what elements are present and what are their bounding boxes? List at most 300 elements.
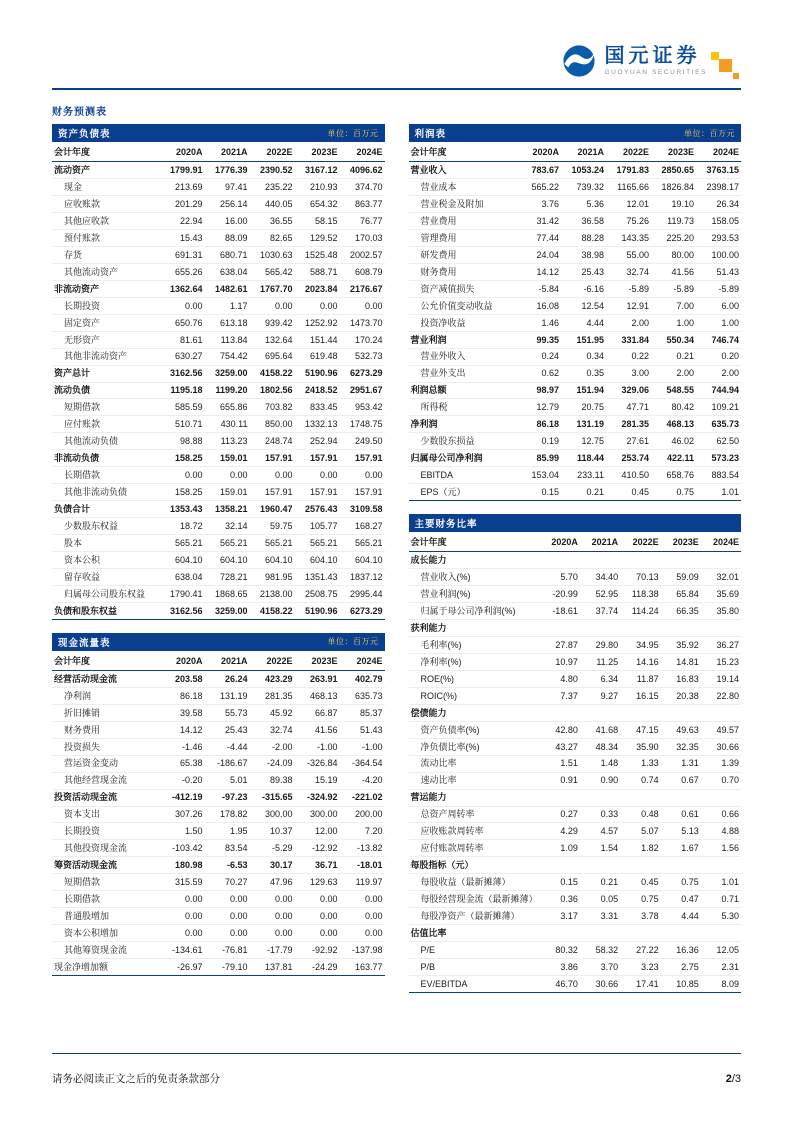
table-row — [52, 891, 385, 908]
cell-value: 550.34 — [666, 334, 694, 345]
cell-value: 1473.70 — [349, 317, 383, 328]
cell-value: 0.75 — [641, 893, 659, 904]
cell-value: 754.42 — [219, 351, 248, 362]
cell-value: 2995.44 — [349, 588, 383, 599]
cell-value: 59.75 — [269, 520, 293, 531]
cell-value: 49.57 — [716, 724, 739, 735]
cell-value: 833.45 — [309, 402, 338, 413]
table-title: 主要财务比率 — [414, 519, 478, 531]
cell-value: 2.00 — [631, 317, 649, 328]
row-label: 应付账款 — [64, 419, 101, 430]
cell-value — [620, 704, 660, 721]
cell-value: 151.94 — [576, 385, 604, 396]
cell-value: -24.09 — [266, 758, 293, 769]
financial-ratios-grid — [409, 532, 742, 993]
table-row — [409, 196, 742, 213]
table-row — [409, 891, 742, 908]
cell-value: 200.00 — [354, 809, 383, 820]
cell-value: 3259.00 — [214, 368, 248, 379]
cell-value: 1332.13 — [304, 419, 338, 430]
cell-value: 1.31 — [681, 758, 699, 769]
cell-value: 2.75 — [681, 961, 699, 972]
cell-value: 981.95 — [264, 571, 293, 582]
section-title: 财务预测表 — [52, 107, 107, 118]
cell-value: 3.17 — [560, 910, 578, 921]
row-label: ROIC(%) — [420, 690, 457, 701]
cell-value — [580, 925, 620, 942]
cell-value: 0.00 — [229, 910, 248, 921]
table-row — [52, 908, 385, 925]
cell-value: 1.33 — [641, 758, 659, 769]
cell-value: 66.35 — [676, 606, 699, 617]
row-label: 每股指标（元） — [410, 860, 474, 871]
cell-value: 24.04 — [536, 249, 559, 260]
cell-value: 1776.39 — [214, 165, 248, 176]
cell-value: 0.47 — [681, 893, 699, 904]
cell-value: 635.73 — [354, 690, 383, 701]
table-row — [52, 247, 385, 264]
cell-value: 1252.92 — [304, 317, 338, 328]
cell-value: 99.35 — [536, 334, 559, 345]
cell-value: 20.75 — [581, 402, 604, 413]
cell-value: 635.73 — [711, 419, 739, 430]
row-label: 存货 — [64, 249, 83, 260]
cell-value: 300.00 — [264, 809, 293, 820]
cell-value: 105.77 — [309, 520, 338, 531]
cell-value: 654.32 — [309, 199, 338, 210]
column-header: 2023E — [295, 142, 340, 162]
cell-value: 62.50 — [716, 436, 739, 447]
cell-value: 18.72 — [179, 520, 203, 531]
cell-value: 604.10 — [219, 554, 248, 565]
cell-value: 4.29 — [560, 826, 578, 837]
cell-value: 0.00 — [364, 893, 383, 904]
cell-value: 1868.65 — [214, 588, 248, 599]
cell-value: -12.92 — [311, 843, 338, 854]
row-label: 所得税 — [420, 402, 448, 413]
table-row — [409, 823, 742, 840]
cell-value — [580, 857, 620, 874]
cell-value — [540, 704, 580, 721]
row-label: EPS（元） — [420, 486, 466, 497]
table-unit-label: 单位：百万元 — [327, 637, 379, 647]
cell-value: 6273.29 — [349, 605, 383, 616]
cell-value: 5.36 — [586, 199, 604, 210]
cell-value: 157.91 — [354, 453, 383, 464]
cell-value: 2176.67 — [349, 283, 383, 294]
cell-value: 3.86 — [560, 961, 578, 972]
cell-value: 129.63 — [309, 877, 338, 888]
cell-value: 0.05 — [600, 893, 619, 904]
cell-value: 422.11 — [666, 453, 694, 464]
cell-value: 6.00 — [721, 300, 739, 311]
cell-value: 157.91 — [309, 453, 338, 464]
cell-value: 331.84 — [621, 334, 649, 345]
financial-table — [52, 651, 385, 976]
row-label: 总资产周转率 — [420, 809, 475, 820]
table-row — [52, 196, 385, 213]
cell-value: 0.00 — [184, 470, 203, 481]
table-header-row — [52, 651, 385, 671]
cell-value: 16.36 — [676, 944, 699, 955]
cell-value: 47.15 — [636, 724, 659, 735]
cell-value: 1837.12 — [349, 571, 383, 582]
cell-value — [661, 789, 701, 806]
cell-value: -134.61 — [171, 944, 203, 955]
table-row — [52, 416, 385, 433]
cell-value: 1790.41 — [169, 588, 203, 599]
cell-value: 402.79 — [354, 673, 383, 684]
brand-subtitle: GUOYUAN SECURITIES — [604, 69, 707, 76]
right-column — [409, 124, 742, 1006]
cell-value: 86.18 — [179, 690, 203, 701]
cell-value: 27.87 — [555, 639, 578, 650]
cell-value: 6.34 — [600, 673, 619, 684]
cell-value: 0.00 — [319, 893, 338, 904]
cell-value — [580, 789, 620, 806]
cell-value: 77.44 — [536, 232, 559, 243]
row-label: 成长能力 — [410, 555, 447, 566]
row-label: 每股经营现金流（最新摊薄） — [420, 893, 538, 904]
cell-value: 1.39 — [721, 758, 739, 769]
cell-value: 0.48 — [641, 809, 659, 820]
cell-value: 131.19 — [576, 419, 604, 430]
cell-value: 70.13 — [636, 572, 659, 583]
cell-value: 5190.96 — [304, 605, 338, 616]
cell-value: 0.62 — [541, 368, 559, 379]
brand-logo — [562, 44, 741, 78]
cell-value: 47.96 — [269, 877, 293, 888]
cell-value: 213.69 — [174, 182, 203, 193]
cell-value — [701, 704, 741, 721]
table-row — [409, 603, 742, 620]
cell-value: 27.22 — [636, 944, 659, 955]
decor-square-large — [719, 59, 732, 72]
footer-row — [52, 1071, 741, 1086]
row-label: 无形资产 — [64, 334, 101, 345]
cell-value: -221.02 — [351, 792, 383, 803]
cell-value: 0.19 — [541, 436, 559, 447]
cell-value: 143.35 — [621, 232, 649, 243]
cell-value: 2.31 — [721, 961, 739, 972]
cell-value — [620, 789, 660, 806]
row-label: 营业收入(%) — [420, 572, 471, 583]
row-label: 净利润 — [64, 690, 92, 701]
cell-value: 3162.56 — [169, 368, 203, 379]
table-row — [409, 671, 742, 688]
cell-value: 157.91 — [354, 486, 383, 497]
table-row — [409, 975, 742, 992]
row-label: 现金 — [64, 182, 83, 193]
cell-value: 658.76 — [666, 470, 694, 481]
column-header: 2023E — [295, 651, 340, 671]
cell-value: -2.00 — [271, 741, 293, 752]
cell-value: 5.13 — [681, 826, 699, 837]
cell-value: 1960.47 — [259, 503, 293, 514]
table-row — [409, 908, 742, 925]
cell-value: 0.00 — [274, 893, 293, 904]
cell-value: 1482.61 — [214, 283, 248, 294]
row-label: 其他应收款 — [64, 215, 110, 226]
table-unit-label: 单位：百万元 — [327, 128, 379, 138]
cell-value: 151.95 — [576, 334, 604, 345]
cell-value: 46.02 — [671, 436, 694, 447]
cell-value: 1362.64 — [169, 283, 203, 294]
cell-value: 2576.43 — [304, 503, 338, 514]
cell-value: 38.98 — [581, 249, 604, 260]
cell-value — [701, 789, 741, 806]
row-label: 应收账款 — [64, 199, 101, 210]
cell-value: 630.27 — [174, 351, 203, 362]
cell-value: 2951.67 — [349, 385, 383, 396]
table-row — [409, 280, 742, 297]
cell-value: 293.53 — [711, 232, 739, 243]
cell-value: 113.84 — [220, 334, 248, 345]
cell-value — [620, 552, 660, 569]
cell-value: -24.29 — [311, 961, 338, 972]
cell-value: 16.83 — [676, 673, 699, 684]
cell-value: 12.00 — [314, 826, 338, 837]
table-row — [409, 840, 742, 857]
cell-value: 36.58 — [581, 215, 604, 226]
cell-value: -17.79 — [266, 944, 293, 955]
table-row — [409, 484, 742, 501]
cell-value: 1748.75 — [349, 419, 383, 430]
row-label: 负债合计 — [54, 503, 91, 514]
cell-value: -18.01 — [356, 860, 383, 871]
table-row — [52, 450, 385, 467]
cell-value: 3.78 — [641, 910, 659, 921]
cell-value: 468.13 — [309, 690, 338, 701]
cell-value: 1.50 — [184, 826, 203, 837]
cell-value: -26.97 — [176, 961, 203, 972]
financial-table — [409, 142, 742, 501]
cell-value: 35.92 — [676, 639, 699, 650]
cell-value: 3.00 — [631, 368, 649, 379]
cell-value: 0.45 — [641, 877, 659, 888]
cell-value: 129.52 — [309, 232, 338, 243]
decor-square-small — [733, 73, 739, 79]
cell-value: 5.01 — [229, 775, 248, 786]
tables-layout — [0, 124, 793, 1006]
cell-value: 58.15 — [314, 215, 338, 226]
cell-value: 0.00 — [364, 470, 383, 481]
row-label: 固定资产 — [64, 317, 101, 328]
cell-value: 75.26 — [626, 215, 649, 226]
cell-value: 82.65 — [269, 232, 293, 243]
cell-value — [661, 552, 701, 569]
cell-value — [661, 704, 701, 721]
cell-value: 3109.58 — [349, 503, 383, 514]
row-label: 财务费用 — [420, 266, 457, 277]
cell-value: 0.91 — [560, 775, 578, 786]
cell-value — [701, 620, 741, 637]
cell-value: 12.75 — [581, 436, 604, 447]
row-label: 非流动资产 — [54, 283, 100, 294]
header-divider — [52, 88, 741, 90]
table-row — [409, 704, 742, 721]
table-row — [52, 958, 385, 975]
row-label: 估值比率 — [410, 927, 447, 938]
cell-value: 1.67 — [681, 843, 699, 854]
cell-value: 7.00 — [676, 300, 694, 311]
cell-value: -5.89 — [673, 283, 694, 294]
row-label: 营业利润(%) — [420, 589, 471, 600]
column-header: 2021A — [205, 651, 250, 671]
cell-value: 604.10 — [354, 554, 383, 565]
table-row — [409, 586, 742, 603]
cell-value: 1195.18 — [170, 385, 203, 396]
row-label: 其他流动负债 — [64, 436, 119, 447]
cell-value: 10.85 — [676, 978, 699, 989]
cell-value: 12.54 — [581, 300, 604, 311]
table-row — [52, 314, 385, 331]
cell-value: 17.41 — [636, 978, 659, 989]
income-statement-table — [409, 124, 742, 501]
cell-value: 55.00 — [626, 249, 649, 260]
cell-value: 0.21 — [600, 877, 619, 888]
cell-value: 35.80 — [716, 606, 739, 617]
row-label: 净负债比率(%) — [420, 741, 480, 752]
cash-flow-table — [52, 633, 385, 976]
cell-value: 2850.65 — [661, 165, 694, 176]
cell-value: 263.91 — [309, 673, 338, 684]
table-row — [52, 551, 385, 568]
cell-value: -324.92 — [306, 792, 338, 803]
cell-value: 22.94 — [179, 215, 203, 226]
cell-value: 0.00 — [319, 470, 338, 481]
row-label: 投资活动现金流 — [54, 792, 118, 803]
cell-value: 118.38 — [631, 589, 659, 600]
cell-value: 0.22 — [631, 351, 649, 362]
cell-value: 739.32 — [576, 182, 604, 193]
row-label: 营业利润 — [410, 334, 447, 345]
cell-value: 1030.63 — [259, 249, 293, 260]
cell-value: -5.84 — [538, 283, 559, 294]
cell-value: 1799.91 — [169, 165, 203, 176]
cell-value: 691.31 — [174, 249, 203, 260]
cell-value: 256.14 — [219, 199, 248, 210]
cell-value: 32.35 — [676, 741, 699, 752]
row-label: 流动比率 — [420, 758, 457, 769]
cell-value: 0.21 — [586, 486, 604, 497]
cell-value: 0.27 — [560, 809, 578, 820]
cell-value: 80.42 — [671, 402, 694, 413]
row-label: EBITDA — [420, 470, 454, 481]
table-row — [52, 263, 385, 280]
cell-value: 34.95 — [636, 639, 659, 650]
cell-value: 1.54 — [600, 843, 619, 854]
cell-value: 5.70 — [560, 572, 578, 583]
cell-value: 26.24 — [224, 673, 248, 684]
row-label: 营运资金变动 — [64, 758, 119, 769]
column-header: 2020A — [516, 142, 561, 162]
cell-value: 81.61 — [179, 334, 203, 345]
cell-value: 883.54 — [711, 470, 739, 481]
cell-value — [701, 925, 741, 942]
row-label: 资本支出 — [64, 809, 101, 820]
table-header-row — [52, 142, 385, 162]
column-header: 2024E — [340, 142, 385, 162]
table-row — [409, 738, 742, 755]
row-label: 短期借款 — [64, 402, 101, 413]
cell-value: 36.55 — [269, 215, 293, 226]
table-row — [409, 772, 742, 789]
cell-value — [540, 552, 580, 569]
column-header: 2021A — [580, 532, 620, 552]
row-label: 股本 — [64, 537, 83, 548]
cell-value: 12.91 — [626, 300, 649, 311]
row-label: 现金净增加额 — [54, 961, 109, 972]
cell-value: 85.37 — [359, 707, 383, 718]
cell-value: 281.35 — [621, 419, 649, 430]
cell-value: 253.74 — [621, 453, 649, 464]
cell-value: 532.73 — [354, 351, 383, 362]
cell-value — [620, 620, 660, 637]
current-page: 2 — [725, 1073, 732, 1085]
table-row — [52, 704, 385, 721]
cell-value: 4.57 — [600, 826, 619, 837]
cell-value: 423.29 — [264, 673, 293, 684]
table-row — [52, 721, 385, 738]
cell-value: 180.98 — [174, 860, 203, 871]
cell-value: 430.11 — [220, 419, 248, 430]
cell-value: 2398.17 — [706, 182, 739, 193]
cell-value: -97.23 — [221, 792, 248, 803]
cell-value: 604.10 — [174, 554, 203, 565]
cell-value: 0.00 — [184, 893, 203, 904]
cell-value: 0.00 — [274, 300, 293, 311]
row-label: 负债和股东权益 — [54, 605, 118, 616]
row-label: 非流动负债 — [54, 453, 100, 464]
cell-value — [580, 552, 620, 569]
cell-value: -13.82 — [356, 843, 383, 854]
cell-value: 2390.52 — [259, 165, 293, 176]
cell-value: 410.50 — [621, 470, 649, 481]
cell-value: 565.21 — [219, 537, 248, 548]
cell-value: 119.73 — [667, 215, 694, 226]
cell-value: 0.00 — [184, 927, 203, 938]
row-label: 其他筹资现金流 — [64, 944, 128, 955]
row-label: 每股净资产（最新摊薄） — [420, 910, 520, 921]
cell-value: 27.61 — [626, 436, 649, 447]
table-row — [409, 806, 742, 823]
table-row — [52, 823, 385, 840]
cell-value: 1053.24 — [571, 165, 604, 176]
cell-value: 85.99 — [536, 453, 559, 464]
table-row — [409, 365, 742, 382]
cell-value: 30.66 — [716, 741, 739, 752]
table-row — [52, 331, 385, 348]
table-row — [52, 467, 385, 484]
cell-value: 118.44 — [576, 453, 604, 464]
row-label: 长期借款 — [64, 470, 101, 481]
table-row — [52, 518, 385, 535]
cell-value: 650.76 — [174, 317, 203, 328]
cell-value: 5.07 — [641, 826, 659, 837]
table-row — [52, 840, 385, 857]
table-row — [52, 230, 385, 247]
row-label: 留存收益 — [64, 571, 101, 582]
cell-value: 604.10 — [309, 554, 338, 565]
table-row — [409, 789, 742, 806]
cell-value: -79.10 — [221, 961, 248, 972]
cell-value: 168.27 — [354, 520, 383, 531]
cell-value: 0.21 — [676, 351, 694, 362]
cell-value: 225.20 — [666, 232, 694, 243]
cell-value: 613.18 — [219, 317, 248, 328]
cell-value: 0.34 — [586, 351, 604, 362]
